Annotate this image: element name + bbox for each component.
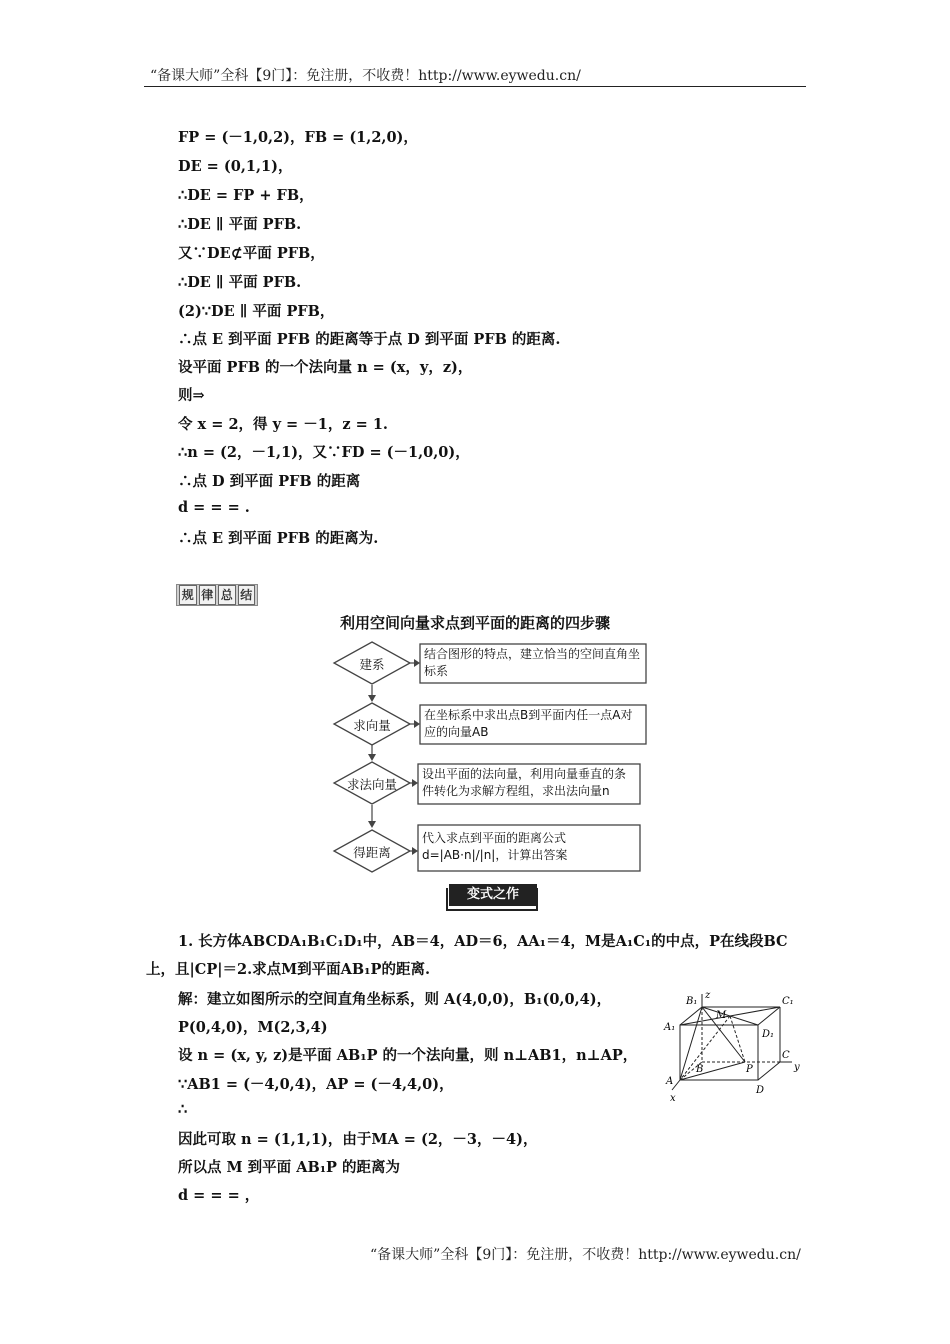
answer-line: P(0,4,0)，M(2,3,4) [178, 1019, 328, 1036]
fig-label: B [696, 1064, 704, 1075]
rule-title: 利用空间向量求点到平面的距离的四步骤 [339, 614, 610, 632]
flow-step-label: 求法向量 [346, 777, 397, 792]
fig-label: x [670, 1093, 676, 1104]
solution-line: (2)∵DE ∥ 平面 PFB， [178, 303, 335, 320]
solution-line: ∴DE = FP + FB， [178, 187, 314, 204]
cuboid-figure [660, 990, 810, 1105]
answer-line: ∵AB1 = (－4,0,4)，AP = (－4,4,0)， [178, 1076, 454, 1093]
variant-badge [445, 884, 539, 912]
flow-step-label: 求向量 [353, 718, 391, 733]
header-text: “备课大师”全科【9门】：免注册，不收费！http://www.eywedu.cn/ [150, 68, 581, 84]
solution-line: ∴n = (2，－1,1)，又∵FD = (－1,0,0)， [178, 444, 470, 461]
answer-line: 因此可取 n = (1,1,1)，由于MA = (2，－3，－4)， [178, 1131, 538, 1148]
badge-char: 总 [218, 585, 236, 605]
answer-line: 解：建立如图所示的空间直角坐标系，则 A(4,0,0)，B₁(0,0,4)， [178, 991, 612, 1008]
fig-label: D [756, 1085, 765, 1096]
answer-line: 设 n = (x, y, z)是平面 AB₁P 的一个法向量，则 n⊥AB1，n⊥AP， [178, 1047, 638, 1064]
solution-line: 设平面 PFB 的一个法向量 n = (x，y，z)， [178, 359, 473, 376]
flow-step-label: 建系 [359, 657, 385, 672]
solution-line: d = = = . [178, 499, 250, 516]
badge-char: 律 [199, 585, 217, 605]
problem-text: 1. 长方体ABCDA₁B₁C₁D₁中，AB＝4，AD＝6，AA₁＝4，M是A₁C₁的中点，P在线段BC上，且|CP|＝2.求点M到平面AB₁P的距离. [146, 933, 788, 978]
fig-label: D₁ [762, 1029, 775, 1040]
solution-line: ∴点 E 到平面 PFB 的距离为. [178, 530, 379, 547]
fig-label: z [705, 990, 711, 1001]
answer-line: d = = = ， [178, 1187, 260, 1204]
fig-label: C [782, 1050, 790, 1061]
solution-line: ∴点 E 到平面 PFB 的距离等于点 D 到平面 PFB 的距离. [178, 331, 561, 348]
fig-label: P [746, 1064, 753, 1075]
page-footer: “备课大师”全科【9门】：免注册，不收费！http://www.eywedu.cn/ [370, 1247, 801, 1263]
badge-char: 结 [238, 585, 256, 605]
fig-label: A [666, 1076, 674, 1087]
solution-line: 又∵DE⊄平面 PFB， [178, 245, 325, 262]
flow-step-desc: 设出平面的法向量，利用向量垂直的条件转化为求解方程组，求出法向量n [422, 767, 627, 798]
fig-label: C₁ [782, 996, 794, 1007]
badge-char: 规 [179, 585, 197, 605]
summary-badge [176, 584, 258, 606]
flow-step-desc: 结合图形的特点，建立恰当的空间直角坐标系 [424, 647, 641, 678]
page-header [144, 62, 806, 87]
answer-line: 所以点 M 到平面 AB₁P 的距离为 [178, 1159, 401, 1176]
variant-title: 变式之作 [449, 884, 537, 906]
fig-label: M [716, 1010, 727, 1021]
solution-line: FP = (－1,0,2)，FB = (1,2,0)， [178, 129, 418, 146]
flow-step-desc: 在坐标系中求出点B到平面内任一点A对应的向量AB [424, 708, 633, 739]
flow-step-label: 得距离 [353, 845, 391, 860]
solution-line: DE = (0,1,1)， [178, 158, 293, 175]
solution-line: ∴DE ∥ 平面 PFB. [178, 216, 302, 233]
solution-line: ∴DE ∥ 平面 PFB. [178, 274, 302, 291]
flow-step-desc: 代入求点到平面的距离公式d=|AB·n|/|n|，计算出答案 [422, 831, 568, 862]
fig-label: y [794, 1062, 800, 1073]
solution-line: ∴点 D 到平面 PFB 的距离 [178, 473, 361, 490]
answer-line: ∴ [178, 1101, 188, 1118]
solution-line: 令 x = 2，得 y = －1，z = 1. [178, 416, 388, 433]
fig-label: B₁ [686, 996, 698, 1007]
solution-line: 则⇒ [178, 387, 205, 404]
fig-label: A₁ [664, 1022, 676, 1033]
